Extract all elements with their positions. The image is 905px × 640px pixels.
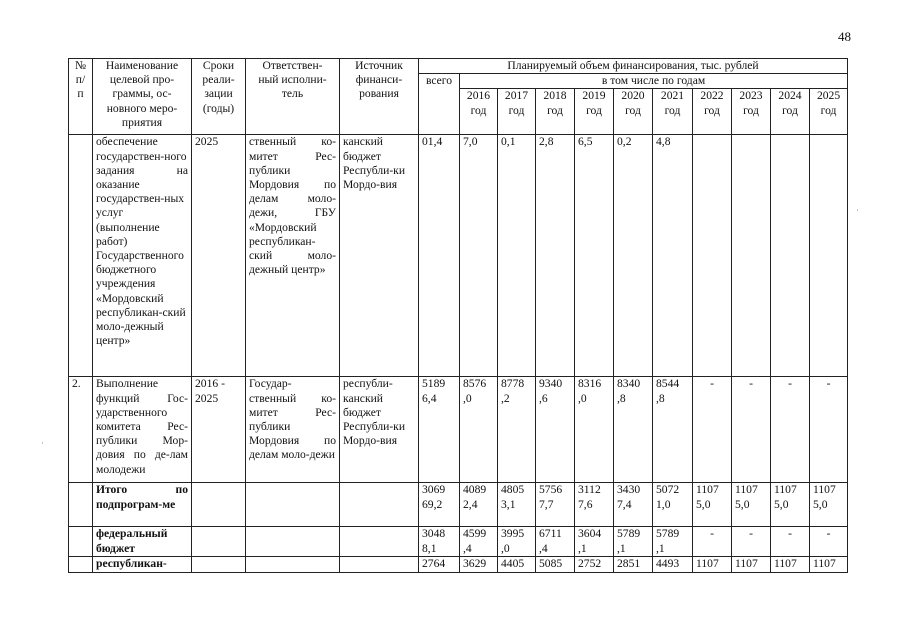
row-year-value: 1107 [771,557,810,572]
header-num: № п/ п [69,59,93,135]
row-year-value: 1107 5,0 [810,483,848,527]
row-year-value [810,135,848,377]
row-total: 3069 69,2 [419,483,460,527]
row-executor [246,557,340,572]
row-year-value: - [771,527,810,557]
row-source [340,527,419,557]
row-year-value: 7,0 [460,135,498,377]
row-year-value: - [810,527,848,557]
row-year-value: 8778 ,2 [498,377,536,483]
row-num [69,527,93,557]
row-year-value: 5789 ,1 [614,527,653,557]
row-year-value: 2,8 [536,135,575,377]
header-name: Наименование целевой про- граммы, ос- новного меро- приятия [93,59,192,135]
row-num [69,483,93,527]
header-year: 2019 год [575,89,614,135]
row-executor: Государ-ственный ко-митет Рес-публики Мордовия по делам моло-дежи [246,377,340,483]
row-year-value: 1107 5,0 [771,483,810,527]
header-source: Источник финанси- рования [340,59,419,135]
row-year-value: 3629 [460,557,498,572]
table-row [69,135,848,377]
row-year-value: 0,1 [498,135,536,377]
row-num [69,557,93,572]
row-name: Итого по подпрограм-ме [93,483,192,527]
row-source: республи-канский бюджет Республи-ки Мордо-вия [340,377,419,483]
row-year-value: 0,2 [614,135,653,377]
row-total: 2764 [419,557,460,572]
table-row [69,377,848,483]
header-planned: Планируемый объем финансирования, тыс. рублей [419,59,848,74]
row-source: канский бюджет Республи-ки Мордо-вия [340,135,419,377]
row-year-value: 9340 ,6 [536,377,575,483]
row-source [340,483,419,527]
row-year-value [732,135,771,377]
row-executor [246,483,340,527]
header-year: 2018 год [536,89,575,135]
row-year-value: 6711 ,4 [536,527,575,557]
row-year-value: 3112 7,6 [575,483,614,527]
table-row-total [69,483,848,527]
row-year-value: 8316 ,0 [575,377,614,483]
row-executor: ственный ко-митет Рес-публики Мордовия по делам моло-дежи, ГБУ «Мордовский республикан-ский моло-дежный центр» [246,135,340,377]
row-year-value: 3430 7,4 [614,483,653,527]
header-year: 2025 год [810,89,848,135]
row-name: федеральный бюджет [93,527,192,557]
row-year-value: 4493 [653,557,693,572]
row-period: 2025 [192,135,246,377]
header-period: Сроки реали- зации (годы) [192,59,246,135]
row-year-value: 8576 ,0 [460,377,498,483]
header-year: 2021 год [653,89,693,135]
header-year: 2022 год [693,89,732,135]
row-year-value [693,135,732,377]
header-row-1 [69,59,848,74]
row-year-value: - [693,377,732,483]
row-executor [246,527,340,557]
row-year-value: 4599 ,4 [460,527,498,557]
row-year-value: 4805 3,1 [498,483,536,527]
row-name: республикан- [93,557,192,572]
row-year-value: 5085 [536,557,575,572]
row-year-value: 4089 2,4 [460,483,498,527]
header-year: 2020 год [614,89,653,135]
row-total: 01,4 [419,135,460,377]
header-by-years: в том числе по годам [460,74,848,89]
page-number: 48 [838,29,851,44]
row-year-value: 3604 ,1 [575,527,614,557]
header-year: 2024 год [771,89,810,135]
row-period [192,557,246,572]
row-total: 3048 8,1 [419,527,460,557]
row-year-value: - [732,527,771,557]
row-year-value: 5756 7,7 [536,483,575,527]
row-year-value: 1107 [732,557,771,572]
row-source [340,557,419,572]
row-year-value: - [732,377,771,483]
financing-table [68,58,848,573]
row-year-value: 8340 ,8 [614,377,653,483]
scan-speck: · [41,438,44,448]
row-year-value [771,135,810,377]
row-period [192,483,246,527]
row-name: обеспечение государствен-ного задания на оказание государствен-ных услуг (выполнение работ) Государственного бюджетного учреждения «Мордовский республикан-ский моло-дежный центр» [93,135,192,377]
header-executor: Ответствен- ный исполни- тель [246,59,340,135]
row-num [69,135,93,377]
header-year: 2016 год [460,89,498,135]
row-year-value: - [693,527,732,557]
row-period: 2016 - 2025 [192,377,246,483]
row-year-value: 5072 1,0 [653,483,693,527]
row-period [192,527,246,557]
header-year: 2017 год [498,89,536,135]
row-year-value: 1107 [810,557,848,572]
row-year-value: 4405 [498,557,536,572]
row-year-value: 2851 [614,557,653,572]
table-row-federal [69,527,848,557]
header-total: всего [419,74,460,135]
row-year-value: 1107 5,0 [693,483,732,527]
header-year: 2023 год [732,89,771,135]
table-row-republican [69,557,848,572]
row-name: Выполнение функций Гос-ударственного комитета Рес-публики Мор-довия по де-лам молодежи [93,377,192,483]
row-year-value: 2752 [575,557,614,572]
row-year-value: 6,5 [575,135,614,377]
row-num: 2. [69,377,93,483]
row-year-value: 4,8 [653,135,693,377]
row-year-value: 3995 ,0 [498,527,536,557]
row-year-value: 1107 5,0 [732,483,771,527]
row-year-value: 1107 [693,557,732,572]
row-total: 5189 6,4 [419,377,460,483]
row-year-value: - [771,377,810,483]
row-year-value: 5789 ,1 [653,527,693,557]
row-year-value: 8544 ,8 [653,377,693,483]
scan-speck: · [856,205,859,215]
row-year-value: - [810,377,848,483]
